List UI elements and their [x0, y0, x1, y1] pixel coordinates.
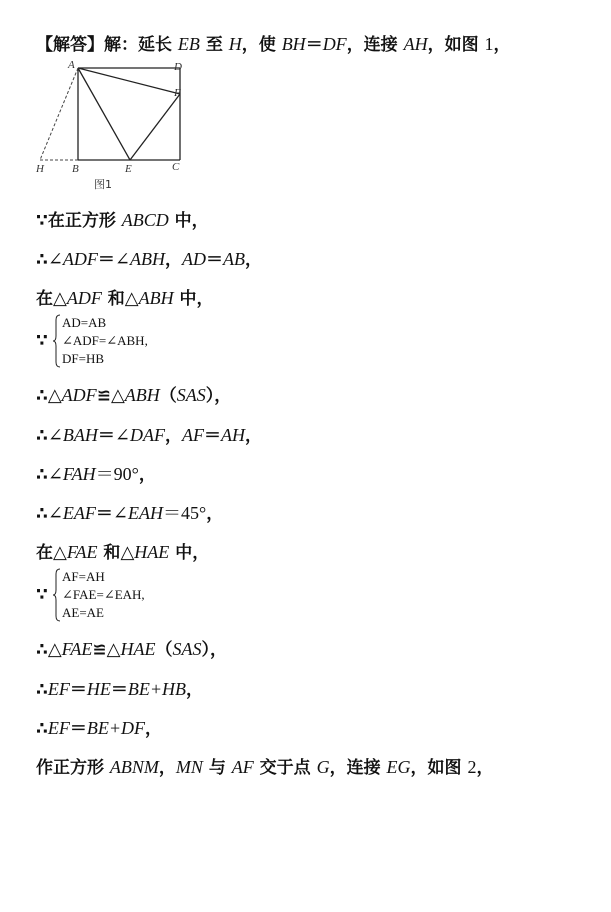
math: EF: [47, 679, 70, 699]
math: AF: [182, 425, 204, 445]
math: ∠EAH: [112, 503, 163, 523]
text: ≌: [96, 386, 111, 406]
text: ，连接: [329, 758, 387, 778]
since-symbol: ∵: [36, 331, 48, 351]
math: G: [316, 757, 330, 777]
text: ∵在正方形: [36, 211, 122, 231]
label-c: C: [172, 161, 180, 173]
math: EB: [177, 34, 200, 54]
text: 至: [199, 35, 229, 55]
text: 交于点: [253, 758, 317, 778]
math: ∠ADF: [47, 249, 98, 269]
figure-1: [34, 58, 194, 200]
text: ，使: [241, 35, 282, 55]
brace-icon: [53, 568, 61, 622]
math: △ABH: [110, 385, 160, 405]
text: ＝: [206, 250, 223, 270]
angle-bah-line: [36, 421, 262, 446]
text: ＝: [110, 680, 128, 700]
text: ，: [185, 680, 203, 700]
figure-caption: 图1: [94, 178, 112, 191]
math: AH: [221, 425, 245, 445]
math: 2: [467, 757, 477, 777]
label-b: B: [72, 163, 79, 175]
math: SAS: [176, 385, 206, 405]
math: △FAE: [47, 639, 93, 659]
text: ∴: [36, 386, 48, 406]
square-line: [36, 206, 209, 231]
label-a: A: [68, 59, 75, 71]
text: ∴: [36, 250, 48, 270]
math: EF: [47, 718, 70, 738]
text: ∴: [36, 426, 48, 446]
math: ∠FAH: [47, 464, 96, 484]
math: △ABH: [124, 288, 174, 308]
text: ＝: [95, 504, 113, 524]
text: ，: [245, 250, 262, 270]
condition-row: ∠FAE=∠EAH,: [62, 587, 145, 602]
condition-rows: [62, 314, 148, 368]
math: H: [228, 34, 242, 54]
text: （: [159, 386, 177, 406]
condition-row: AF=AH: [62, 569, 105, 584]
math: △ADF: [53, 288, 102, 308]
condition-row: AE=AE: [62, 605, 104, 620]
math: HE: [86, 679, 111, 699]
text: 中，: [169, 543, 210, 563]
condition-row: ∠ADF=∠ABH,: [62, 333, 148, 348]
text: ＝: [69, 680, 87, 700]
text: ＝: [97, 250, 115, 270]
text: ＝: [97, 426, 115, 446]
math: 1: [484, 34, 494, 54]
text: 【解答】解：延长: [36, 35, 178, 55]
brace-icon: [53, 314, 61, 368]
text: ＝: [69, 719, 87, 739]
triangles-line-1: [36, 284, 214, 309]
angle-equal-line: [36, 245, 262, 270]
text: 中，: [173, 289, 214, 309]
math: ∠EAF: [47, 503, 96, 523]
text: ＝: [305, 35, 323, 55]
label-h: H: [36, 163, 44, 175]
text: 中，: [168, 211, 209, 231]
math: ABCD: [121, 210, 169, 230]
congruent-line-1: [36, 381, 231, 406]
since-symbol: ∵: [36, 585, 48, 605]
math: ABNM: [109, 757, 159, 777]
math: ＝90°: [95, 464, 139, 484]
angle-eaf-line: [36, 499, 223, 525]
text: ∴: [36, 504, 48, 524]
angle-fah-line: [36, 460, 156, 486]
math: EG: [386, 757, 411, 777]
text: ，: [144, 719, 162, 739]
congruent-line-2: [36, 635, 227, 660]
label-f: F: [174, 87, 181, 99]
condition-row: AD=AB: [62, 315, 107, 330]
math: AB: [223, 249, 245, 269]
condition-rows: [62, 568, 145, 622]
math: SAS: [172, 639, 202, 659]
math: ∠ABH: [114, 249, 165, 269]
triangles-line-2: [36, 538, 209, 563]
math: △ADF: [47, 385, 97, 405]
text: ，: [476, 758, 494, 778]
text: ∴: [36, 465, 48, 485]
math: BH: [281, 34, 306, 54]
text: ，: [158, 758, 176, 778]
math: MN: [175, 757, 203, 777]
text: 在: [36, 543, 53, 563]
math: AD: [182, 249, 206, 269]
text: ），: [205, 386, 232, 406]
math: AF: [231, 757, 254, 777]
math: △HAE: [120, 542, 170, 562]
math: △FAE: [53, 542, 98, 562]
text: ，: [138, 465, 156, 485]
label-d: D: [174, 61, 182, 73]
text: ＝: [204, 426, 221, 446]
math: DF: [322, 34, 347, 54]
math: ＝45°: [163, 503, 207, 523]
text: （: [155, 640, 173, 660]
math: ∠DAF: [114, 425, 165, 445]
text: ∴: [36, 680, 48, 700]
math: △HAE: [106, 639, 156, 659]
text: 与: [202, 758, 232, 778]
math: BE+HB: [127, 679, 186, 699]
text: ），: [201, 640, 227, 660]
ef-conclusion-line: [36, 714, 162, 739]
construct-line: [36, 753, 493, 778]
text: 和: [97, 543, 121, 563]
text: ，连接: [346, 35, 404, 55]
text: ，: [206, 504, 224, 524]
text: ，如图: [410, 758, 468, 778]
text: 和: [101, 289, 125, 309]
text: ∴: [36, 719, 48, 739]
label-e: E: [125, 163, 132, 175]
math: ∠BAH: [47, 425, 98, 445]
text: ≌: [92, 640, 107, 660]
text: ，: [245, 426, 262, 446]
math: BE+DF: [86, 718, 145, 738]
text: 在: [36, 289, 53, 309]
text: ∴: [36, 640, 48, 660]
intro-line: [36, 30, 511, 55]
ef-he-line: [36, 675, 203, 700]
condition-row: DF=HB: [62, 351, 105, 366]
text: 作正方形: [36, 758, 110, 778]
text: ，如图: [427, 35, 485, 55]
math: AH: [403, 34, 428, 54]
text: ，: [493, 35, 511, 55]
text: ，: [165, 250, 182, 270]
text: ，: [165, 426, 182, 446]
figure-1-diagram: [34, 58, 194, 196]
